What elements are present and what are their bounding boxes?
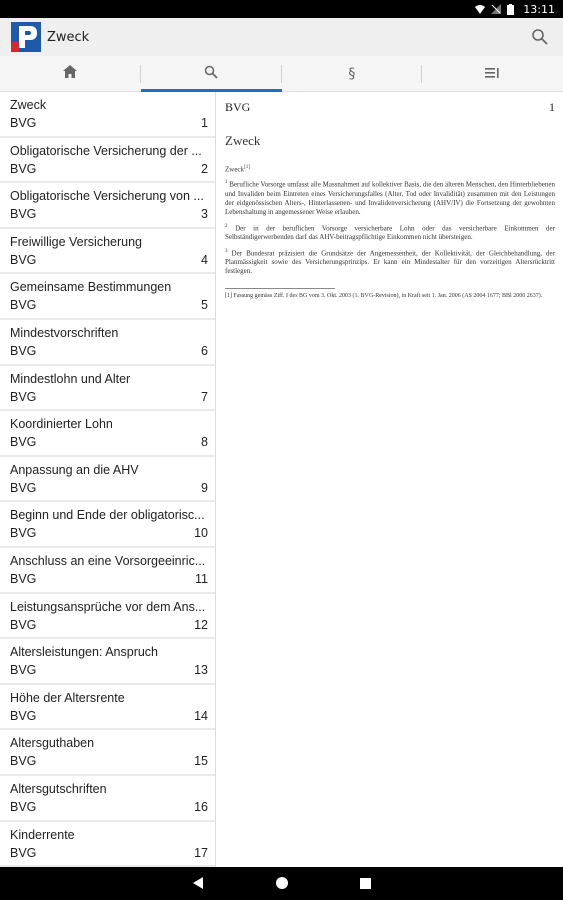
- list-item-title: Altersgutschriften: [10, 781, 107, 796]
- list-item-number: 17: [194, 845, 208, 860]
- list-item[interactable]: [0, 730, 215, 776]
- list-item-law: BVG: [10, 161, 37, 176]
- signal-off-icon: [491, 4, 501, 14]
- list-item-number: 7: [201, 389, 208, 404]
- list-item-law: BVG: [10, 663, 37, 678]
- article-heading: Zweck: [225, 133, 261, 148]
- article-number: 1: [549, 100, 555, 114]
- list-item-title: Altersleistungen: Anspruch: [10, 645, 159, 660]
- list-item-law: BVG: [10, 435, 37, 450]
- list-item-number: 1: [201, 116, 208, 130]
- list-item-title: Koordinierter Lohn: [10, 417, 113, 432]
- list-item[interactable]: [0, 639, 215, 685]
- list-item-title: Anschluss an eine Vorsorgeeinric...: [10, 553, 206, 568]
- article-label: Zweck[1]: [225, 165, 250, 174]
- paragraph-3: $^3$ Der Bundesrat präzisiert die Grundsätze der Angemessenheit, der Kollektivität, der Gleichbehandlung, der Planmässigkeit sowie des Versicherungsprinzips. Er kann ein Mindestalter für den vorzeitigen Altersrücktritt festlegen.: [225, 248, 555, 276]
- list-item[interactable]: [0, 822, 215, 868]
- tab-list[interactable]: [422, 56, 563, 91]
- list-item[interactable]: [0, 274, 215, 320]
- list-item-number: 13: [194, 663, 208, 678]
- list-item[interactable]: [0, 92, 215, 138]
- search-icon: [204, 65, 218, 83]
- list-item-law: BVG: [10, 343, 37, 358]
- list-item-title: Beginn und Ende der obligatorisc...: [10, 508, 205, 523]
- list-item-number: 6: [201, 343, 208, 358]
- list-item-title: Obligatorische Versicherung der ...: [10, 143, 202, 158]
- footnote-link[interactable]: [1]: [244, 165, 250, 170]
- list-item-number: 16: [194, 799, 208, 814]
- list-item-number: 5: [201, 298, 208, 313]
- list-item-law: BVG: [10, 298, 37, 313]
- list-item-number: 2: [201, 161, 208, 176]
- battery-icon: [507, 4, 517, 14]
- tab-home[interactable]: [0, 56, 141, 91]
- list-item[interactable]: [0, 594, 215, 640]
- app-logo: [11, 22, 41, 52]
- list-item[interactable]: [0, 457, 215, 503]
- article-header: [225, 100, 555, 115]
- list-item-number: 10: [194, 526, 208, 541]
- list-icon: [485, 66, 500, 82]
- list-item[interactable]: [0, 138, 215, 184]
- list-item-number: 9: [201, 480, 208, 495]
- search-icon[interactable]: [531, 28, 549, 46]
- list-item-title: Leistungsansprüche vor dem Ans...: [10, 599, 206, 614]
- list-item-law: BVG: [10, 799, 37, 814]
- list-item-title: Freiwillige Versicherung: [10, 234, 143, 249]
- list-item-law: BVG: [10, 571, 37, 586]
- list-item-law: BVG: [10, 526, 37, 541]
- list-item[interactable]: [0, 229, 215, 275]
- list-item[interactable]: [0, 548, 215, 594]
- list-item[interactable]: [0, 183, 215, 229]
- tab-paragraph[interactable]: [282, 56, 423, 91]
- navigation-bar: [0, 867, 563, 900]
- list-item-law: BVG: [10, 252, 37, 267]
- article-list: [0, 92, 216, 867]
- tab-bar: [0, 56, 563, 92]
- home-icon: [63, 65, 77, 82]
- list-item-law: BVG: [10, 116, 37, 130]
- list-item-number: 11: [195, 571, 208, 586]
- list-item[interactable]: [0, 411, 215, 457]
- wifi-icon: [475, 4, 485, 14]
- list-item[interactable]: [0, 685, 215, 731]
- back-icon[interactable]: [192, 874, 204, 893]
- list-item-title: Höhe der Altersrente: [10, 690, 125, 705]
- list-item[interactable]: [0, 502, 215, 548]
- list-item-title: Gemeinsame Bestimmungen: [10, 280, 172, 295]
- list-item-law: BVG: [10, 708, 37, 723]
- list-item[interactable]: [0, 776, 215, 822]
- article-law: BVG: [225, 100, 251, 114]
- list-item-law: BVG: [10, 845, 37, 860]
- list-item-number: 14: [194, 708, 208, 723]
- list-item-law: BVG: [10, 480, 37, 495]
- paragraph-2: $^2$ Der in der beruflichen Vorsorge versicherbare Lohn oder das versicherbare Einkommen der Selbständigerwerbenden darf das AHV-beitragspflichtige Einkommen nicht übersteigen.: [225, 223, 555, 241]
- list-item-title: Altersguthaben: [10, 736, 95, 751]
- list-item-title: Mindestvorschriften: [10, 325, 119, 340]
- list-item-title: Obligatorische Versicherung von ...: [10, 189, 204, 204]
- list-item-title: Kinderrente: [10, 827, 75, 842]
- article-view: [217, 92, 563, 867]
- paragraph-1: $^1$ Berufliche Vorsorge umfasst alle Massnahmen auf kollektiver Basis, die den älteren Menschen, den Hinterbliebenen und Invaliden beim Eintreten eines Versicherungsfalles (Alter, Tod oder Invalidität) zusammen mit den Leistungen der eidgenössischen Alters-, Hinterlassenen- und Invalidenversicherung (AHV/IV) die Fortsetzung der gewohnten Lebenshaltung in angemessener Weise erlauben.: [225, 180, 555, 216]
- list-item-number: 15: [194, 754, 208, 769]
- list-item-title: Mindestlohn und Alter: [10, 371, 131, 386]
- list-item-law: BVG: [10, 754, 37, 769]
- paragraph-icon: §: [348, 65, 356, 82]
- list-item[interactable]: [0, 320, 215, 366]
- app-bar: [0, 18, 563, 56]
- footnote: [1] Fassung gemäss Ziff. I des BG vom 3. Okt. 2003 (1. BVG-Revision), in Kraft seit 1. Jan. 2006 (AS 2004 1677; BBl 2000 2637).: [225, 293, 543, 300]
- list-item[interactable]: [0, 366, 215, 412]
- list-item-number: 8: [201, 435, 208, 450]
- list-item-law: BVG: [10, 389, 37, 404]
- list-item-number: 4: [201, 252, 208, 267]
- list-item-title: Zweck: [10, 98, 47, 112]
- list-item-law: BVG: [10, 617, 37, 632]
- list-item-law: BVG: [10, 207, 37, 222]
- status-bar: [0, 0, 563, 18]
- clock: 13:11: [523, 2, 555, 16]
- list-item-number: 12: [194, 617, 208, 632]
- list-item-title: Anpassung an die AHV: [10, 462, 139, 477]
- footnote-divider: [225, 288, 335, 289]
- list-item-number: 3: [201, 207, 208, 222]
- app-title: Zweck: [47, 29, 90, 45]
- recents-icon[interactable]: [360, 874, 371, 893]
- tab-search[interactable]: [141, 56, 282, 91]
- home-nav-icon[interactable]: [276, 874, 288, 893]
